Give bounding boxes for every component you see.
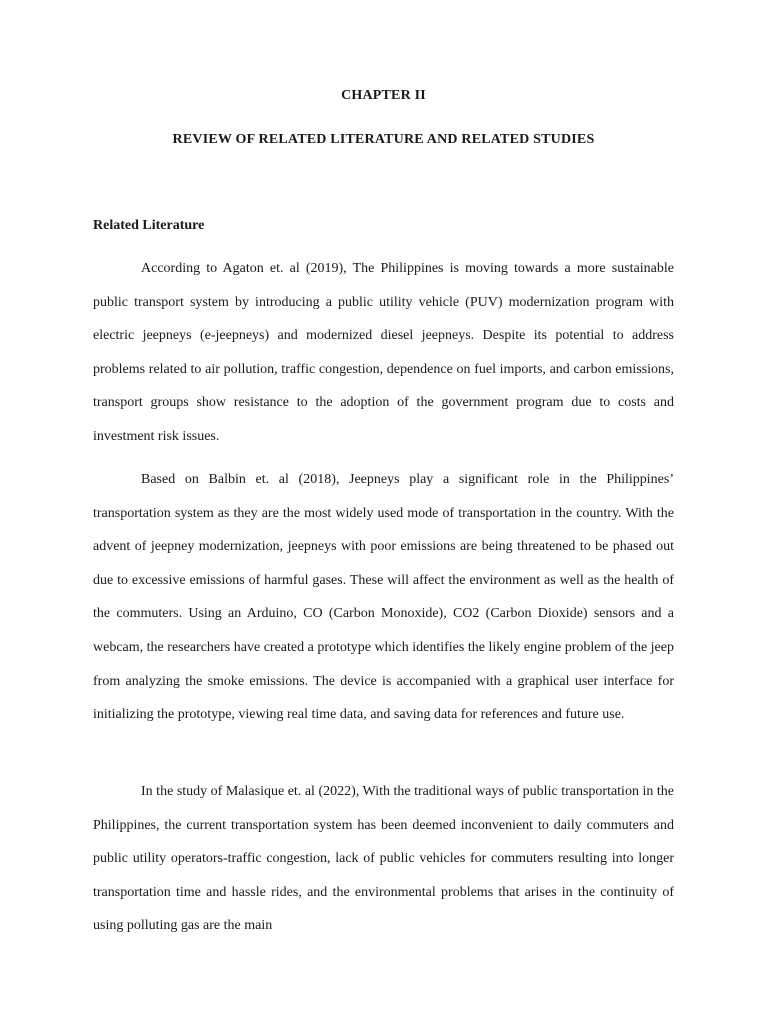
section-heading: Related Literature (93, 218, 205, 233)
chapter-subtitle: REVIEW OF RELATED LITERATURE AND RELATED STUDIES (172, 132, 595, 147)
paragraph-agaton: According to Agaton et. al (2019), The Philippines is moving towards a more sustainable public transport system by introducing a public utility vehicle (PUV) modernization program with electric jeepneys (e-jeepneys) and modernized diesel jeepneys. Despite its potential to address problems related to air pollution, traffic congestion, dependence on fuel imports, and carbon emissions, transport groups show resistance to the adoption of the government program due to costs and investment risk issues. (93, 261, 674, 444)
chapter-title: CHAPTER II (341, 88, 426, 103)
paragraph-balbin: Based on Balbin et. al (2018), Jeepneys play a significant role in the Philippines’ transportation system as they are the most widely used mode of transportation in the country. With the advent of jeepney modernization, jeepneys with poor emissions are being threatened to be phased out due to excessive emissions of harmful gases. These will affect the environment as well as the health of the commuters. Using an Arduino, CO (Carbon Monoxide), CO2 (Carbon Dioxide) sensors and a webcam, the researchers have created a prototype which identifies the likely engine problem of the jeep from analyzing the smoke emissions. The device is accompanied with a graphical user interface for initializing the prototype, viewing real time data, and saving data for references and future use. (93, 472, 674, 723)
paragraph-malasique: In the study of Malasique et. al (2022), With the traditional ways of public transportation in the Philippines, the current transportation system has been deemed inconvenient to daily commuters and public utility operators-traffic congestion, lack of public vehicles for commuters resulting into longer transportation time and hassle rides, and the environmental problems that arises in the continuity of using polluting gas are the main (93, 784, 674, 934)
